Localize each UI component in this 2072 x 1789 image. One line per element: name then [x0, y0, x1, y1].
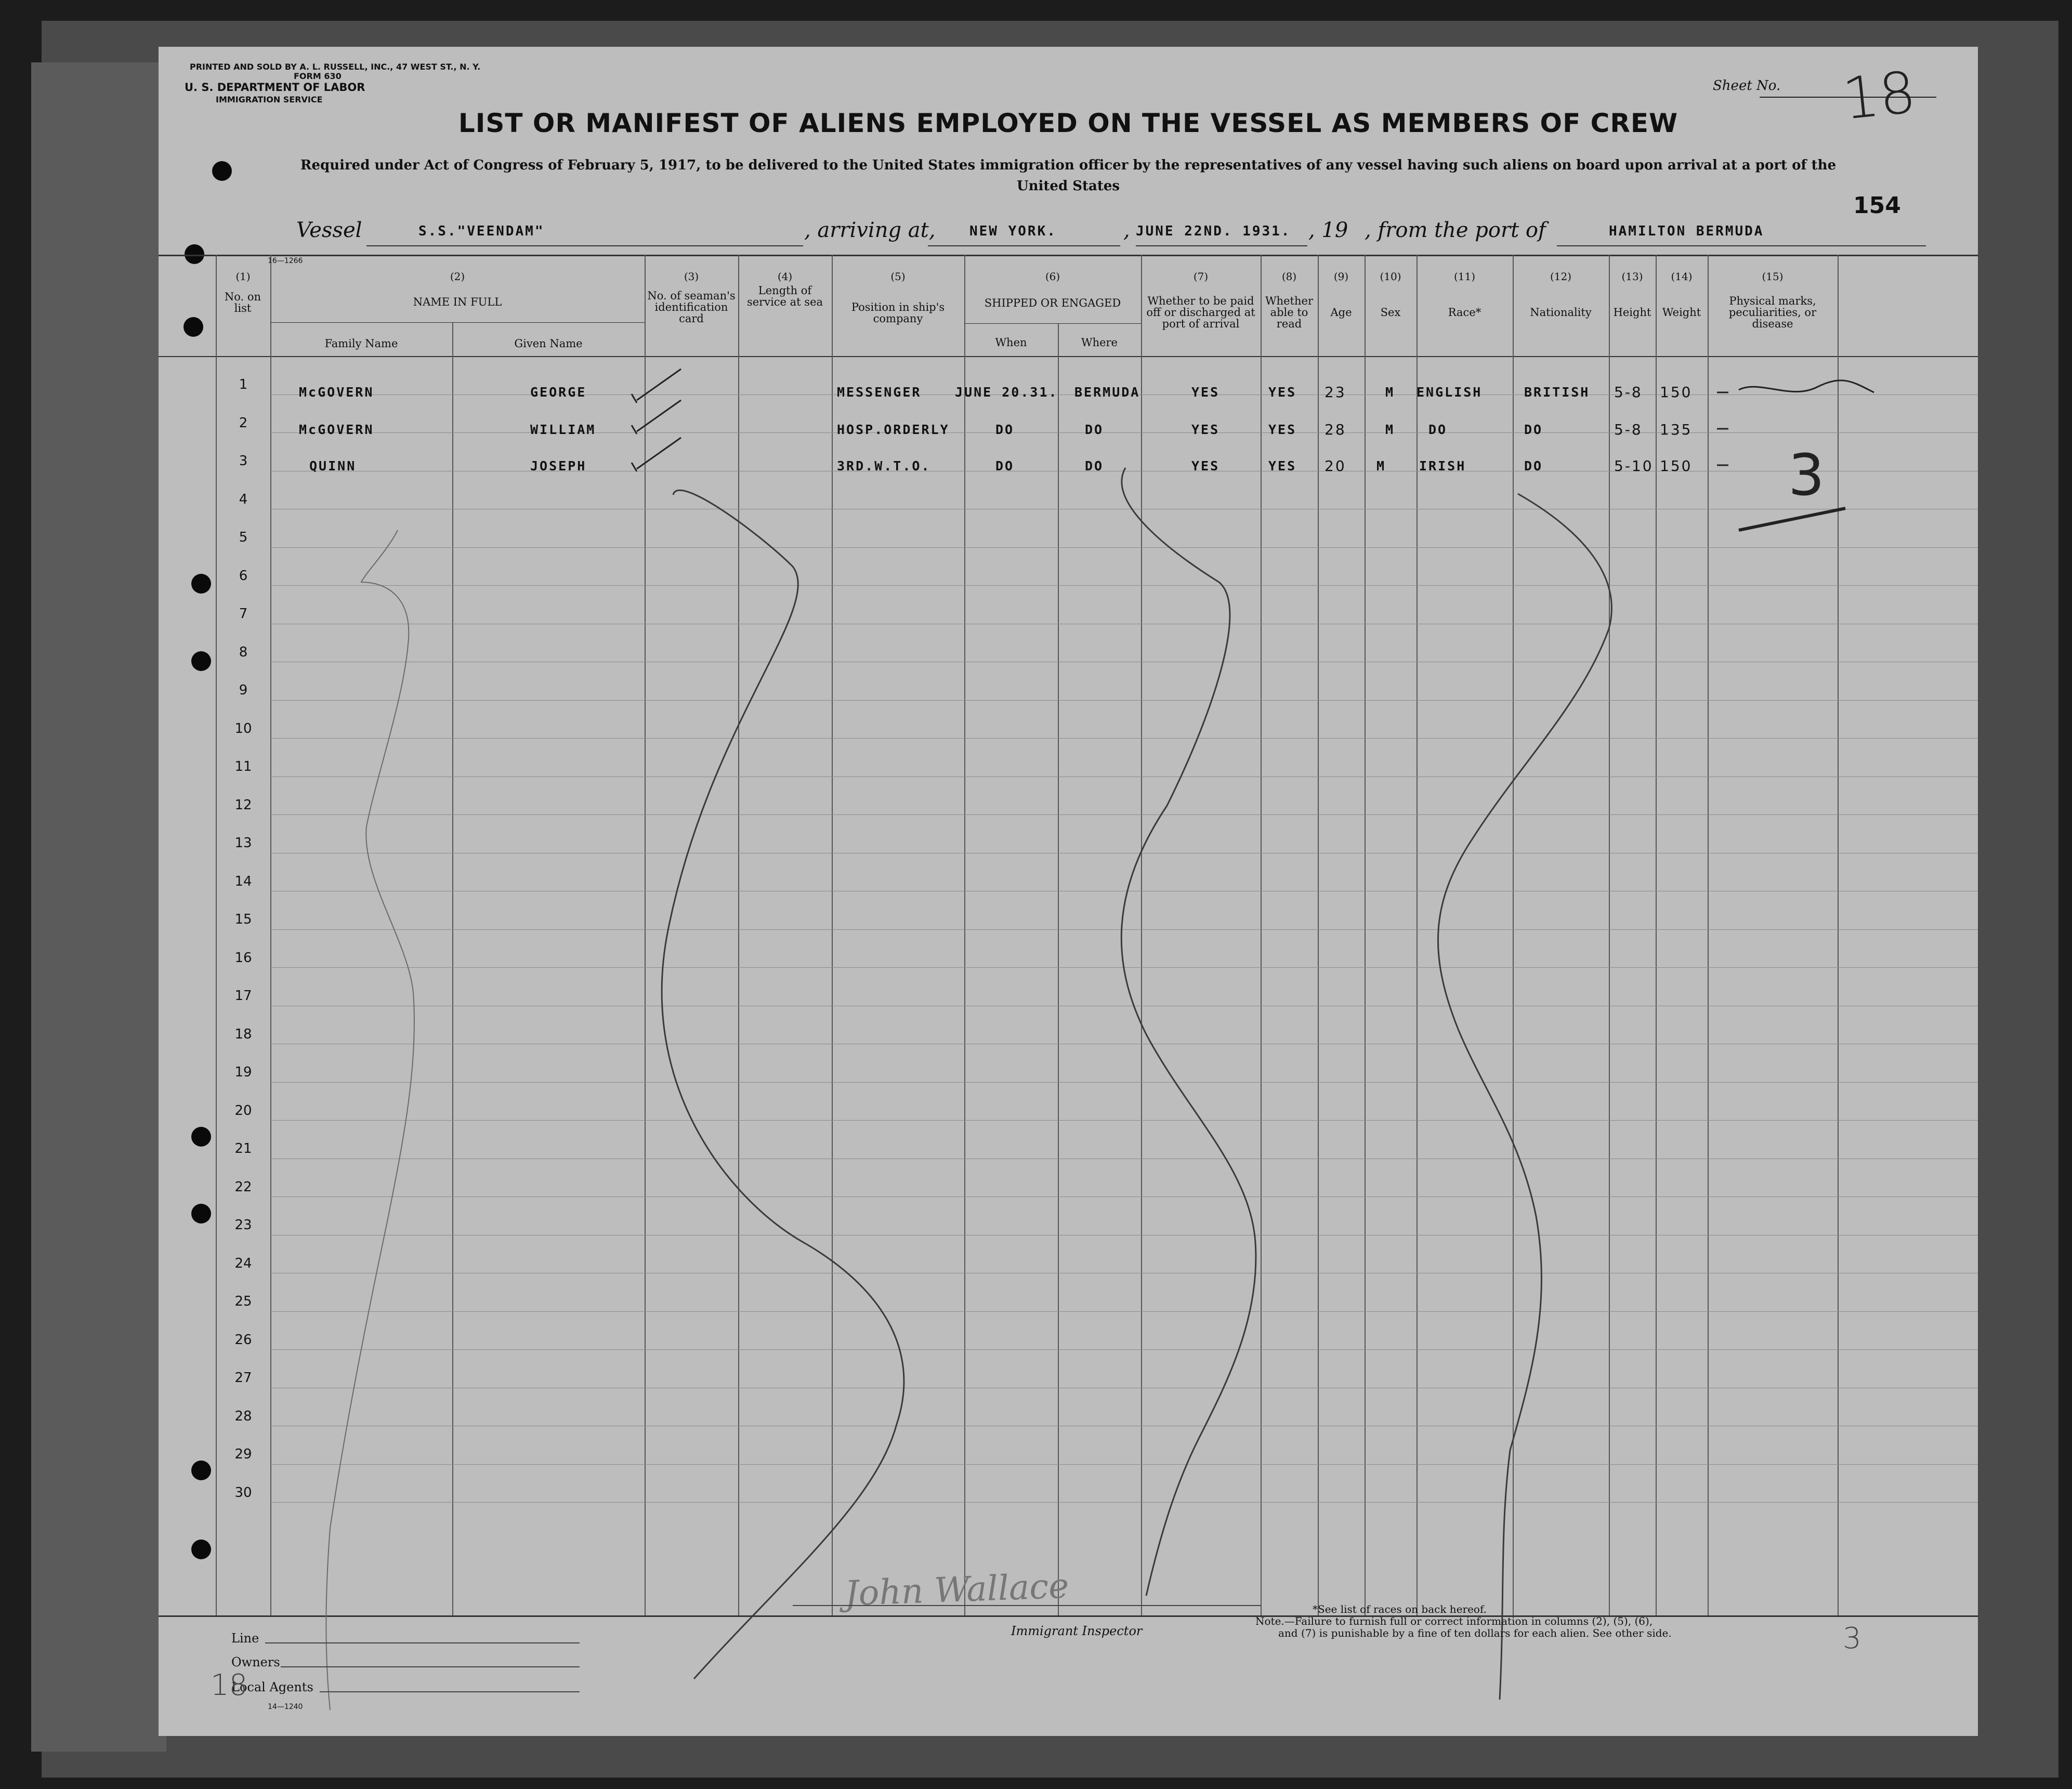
inspector-label: Immigrant Inspector — [1011, 1624, 1143, 1638]
row-number: 29 — [234, 1446, 252, 1462]
pencil-markings — [159, 47, 1978, 1736]
header-length-of-service: Length of service at sea — [746, 284, 823, 308]
header-height: Height — [1613, 306, 1651, 319]
pencil-curve — [1121, 468, 1256, 1596]
manifest-subtitle: Required under Act of Congress of February 5, 1917, to be delivered to the United States immigration officer by the representatives of any vessel having such aliens on board upon arrival at a port of the United States — [300, 157, 1837, 194]
race-cell: IRISH — [1419, 458, 1466, 473]
column-number: (15) — [1762, 270, 1784, 283]
row-number: 20 — [234, 1102, 252, 1119]
given-name-cell: GEORGE — [530, 385, 587, 400]
department-name: U. S. DEPARTMENT OF LABOR — [185, 81, 365, 94]
row-number: 9 — [239, 682, 248, 698]
row-number: 17 — [234, 988, 252, 1004]
column-number: (11) — [1453, 270, 1476, 283]
header-age: Age — [1330, 306, 1352, 319]
column-number: (1) — [235, 270, 251, 283]
read-cell: YES — [1268, 458, 1297, 473]
height-cell: 5-10 — [1614, 457, 1654, 475]
footer-owners-label: Owners — [231, 1655, 280, 1669]
given-name-cell: WILLIAM — [530, 422, 596, 437]
given-name-cell: JOSEPH — [530, 458, 587, 473]
column-number: (14) — [1671, 270, 1693, 283]
footer-line-label: Line — [231, 1631, 259, 1646]
header-no-on-list: No. on list — [224, 291, 261, 314]
header-when: When — [995, 336, 1027, 349]
position-cell: MESSENGER — [837, 385, 922, 400]
row-number: 1 — [239, 377, 248, 392]
sheet-number-label: Sheet No. — [1713, 78, 1781, 94]
underline-stroke — [1739, 508, 1845, 530]
header-nationality: Nationality — [1530, 306, 1592, 319]
sex-cell: M — [1385, 385, 1395, 400]
row-number: 19 — [234, 1064, 252, 1080]
service-name: IMMIGRATION SERVICE — [216, 95, 323, 104]
inspector-signature: John Wallace — [844, 1566, 1070, 1614]
header-seaman-card: No. of seaman's identification card — [647, 290, 736, 325]
arrival-port: NEW YORK. — [969, 223, 1057, 239]
check-mark — [637, 438, 681, 469]
weight-cell: 150 — [1660, 457, 1693, 475]
corner-annotation-right: 3 — [1843, 1622, 1861, 1655]
corner-annotation-left: 18 — [211, 1668, 248, 1702]
age-cell: 23 — [1324, 384, 1346, 401]
check-mark — [637, 369, 681, 400]
vessel-name: S.S."VEENDAM" — [418, 223, 545, 239]
manifest-sheet — [159, 47, 1978, 1736]
column-number: (6) — [1045, 270, 1060, 283]
handwritten-total: 3 — [1788, 442, 1825, 508]
age-cell: 20 — [1324, 457, 1346, 475]
shipped-when-cell: DO — [995, 458, 1015, 473]
pencil-curve — [662, 490, 904, 1679]
from-port-label: , from the port of — [1365, 218, 1546, 242]
column-number: (2) — [450, 270, 465, 283]
handwritten-scribble — [1739, 380, 1874, 392]
row-number: 25 — [234, 1294, 252, 1309]
footer-line-underline — [265, 1642, 580, 1643]
read-cell: YES — [1268, 422, 1297, 437]
header-position: Position in ship's company — [851, 301, 945, 325]
binder-edge — [31, 62, 166, 1752]
nationality-cell: DO — [1524, 422, 1543, 437]
row-number: 2 — [239, 415, 248, 431]
row-number: 11 — [234, 759, 252, 774]
check-mark — [632, 463, 637, 471]
paid-off-cell: YES — [1191, 385, 1220, 400]
family-name-cell: QUINN — [309, 458, 357, 473]
pencil-curve — [1438, 494, 1611, 1700]
header-given-name: Given Name — [514, 337, 583, 350]
family-name-cell: McGOVERN — [299, 422, 374, 437]
header-where: Where — [1081, 336, 1118, 349]
column-number: (9) — [1333, 270, 1349, 283]
printer-line: PRINTED AND SOLD BY A. L. RUSSELL, INC., 47 WEST ST., N. Y. — [190, 62, 481, 72]
row-number: 18 — [234, 1026, 252, 1042]
column-number: (4) — [777, 270, 793, 283]
header-race: Race* — [1448, 306, 1481, 319]
manifest-title: LIST OR MANIFEST OF ALIENS EMPLOYED ON THE VESSEL AS MEMBERS OF CREW — [458, 108, 1678, 138]
row-number: 14 — [234, 873, 252, 889]
header-physical-marks: Physical marks, peculiarities, or disease — [1728, 295, 1817, 330]
date-separator: , — [1123, 218, 1130, 242]
form-code-top: 16—1266 — [268, 257, 303, 265]
nationality-cell: BRITISH — [1524, 385, 1590, 400]
column-number: (13) — [1621, 270, 1643, 283]
column-number: (8) — [1281, 270, 1297, 283]
position-cell: 3RD.W.T.O. — [837, 458, 931, 473]
shipped-when-cell: JUNE 20.31. — [955, 385, 1058, 400]
footer-notes — [1255, 1603, 1879, 1639]
row-number: 26 — [234, 1332, 252, 1348]
footer-owners-underline — [281, 1666, 580, 1667]
row-number: 30 — [234, 1484, 252, 1501]
shipped-where-cell: DO — [1085, 422, 1104, 437]
race-note: *See list of races on back hereof. — [1313, 1603, 1487, 1615]
sex-cell: M — [1376, 458, 1386, 473]
height-cell: 5-8 — [1614, 384, 1643, 401]
column-number: (10) — [1380, 270, 1401, 283]
header-shipped-or-engaged: SHIPPED OR ENGAGED — [984, 297, 1121, 309]
year-label: , 19 — [1308, 218, 1348, 242]
column-number: (5) — [890, 270, 906, 283]
row-number: 23 — [234, 1217, 252, 1233]
paid-off-cell: YES — [1191, 422, 1220, 437]
faint-pencil-curve — [326, 530, 414, 1710]
penalty-note-line-1: Note.—Failure to furnish full or correct information in columns (2), (5), (6), — [1255, 1615, 1653, 1627]
age-cell: 28 — [1324, 421, 1346, 438]
race-cell: DO — [1428, 422, 1448, 437]
arrival-date: JUNE 22ND. 1931. — [1136, 223, 1291, 239]
check-mark — [637, 400, 681, 431]
row-number: 27 — [234, 1370, 252, 1386]
row-number: 6 — [239, 568, 248, 584]
row-number: 24 — [234, 1255, 252, 1271]
row-number: 3 — [239, 453, 248, 469]
weight-cell: 135 — [1660, 421, 1693, 438]
shipped-when-cell: DO — [995, 422, 1015, 437]
sex-cell: M — [1385, 422, 1395, 437]
shipped-where-cell: BERMUDA — [1074, 385, 1140, 400]
row-number: 5 — [239, 530, 248, 545]
height-cell: 5-8 — [1614, 421, 1643, 438]
header-paid-off: Whether to be paid off or discharged at port of arrival — [1146, 295, 1255, 330]
page-number: 154 — [1853, 192, 1901, 219]
row-number: 21 — [234, 1141, 252, 1156]
row-number: 4 — [239, 491, 248, 507]
weight-cell: 150 — [1660, 384, 1693, 401]
row-number: 15 — [234, 912, 252, 927]
column-number: (3) — [684, 270, 699, 283]
departure-port: HAMILTON BERMUDA — [1609, 223, 1764, 239]
row-number: 28 — [234, 1408, 252, 1424]
read-cell: YES — [1268, 385, 1297, 400]
check-mark — [632, 394, 637, 403]
footer-local-agents-underline — [320, 1691, 580, 1692]
penalty-note-line-2: and (7) is punishable by a fine of ten dollars for each alien. See other side. — [1278, 1627, 1672, 1639]
arriving-label: , arriving at, — [804, 218, 936, 242]
race-cell: ENGLISH — [1417, 385, 1483, 400]
row-number: 8 — [239, 644, 248, 660]
row-number: 13 — [234, 835, 252, 851]
paid-off-cell: YES — [1191, 458, 1220, 473]
form-code-bottom: 14—1240 — [268, 1703, 303, 1711]
form-number: FORM 630 — [294, 71, 342, 81]
vessel-label: Vessel — [296, 218, 362, 242]
row-number: 10 — [234, 720, 252, 736]
row-number: 22 — [234, 1179, 252, 1195]
header-family-name: Family Name — [324, 337, 398, 350]
row-number: 16 — [234, 950, 252, 966]
header-sex: Sex — [1380, 306, 1401, 319]
position-cell: HOSP.ORDERLY — [837, 422, 950, 437]
footer-local-agents-label: Local Agents — [231, 1680, 313, 1694]
nationality-cell: DO — [1524, 458, 1543, 473]
check-mark — [632, 425, 637, 434]
column-number: (12) — [1550, 270, 1572, 283]
shipped-where-cell: DO — [1085, 458, 1104, 473]
header-name-in-full: NAME IN FULL — [413, 296, 502, 308]
sheet-number-value: 18 — [1839, 59, 1919, 133]
row-number: 12 — [234, 797, 252, 813]
inspector-signature-line — [793, 1605, 1261, 1606]
family-name-cell: McGOVERN — [299, 385, 374, 400]
column-number: (7) — [1193, 270, 1209, 283]
header-weight: Weight — [1662, 306, 1701, 319]
header-able-to-read: Whether able to read — [1265, 295, 1313, 330]
row-number: 7 — [239, 606, 248, 622]
